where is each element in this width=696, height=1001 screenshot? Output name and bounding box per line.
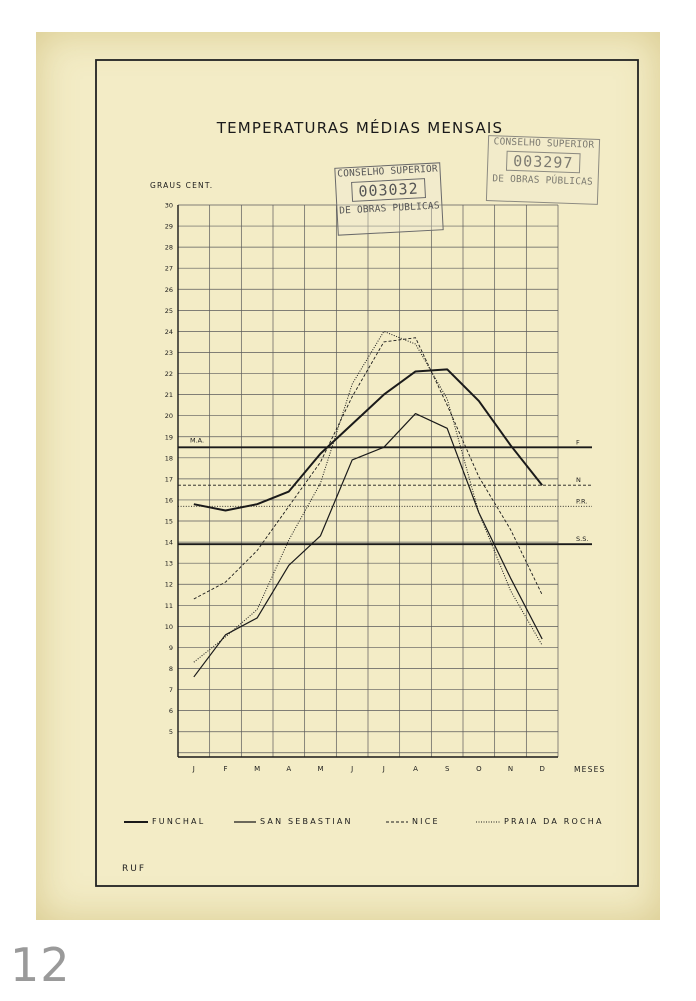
y-tick-label: 22 (164, 370, 173, 379)
x-tick-label: O (476, 765, 482, 773)
x-tick-label: M (317, 765, 324, 773)
x-axis-label: MESES (574, 765, 606, 774)
x-tick-label: J (382, 765, 385, 773)
stamp-number: 003297 (506, 151, 581, 174)
y-tick-label: 13 (164, 559, 173, 568)
legend-label: NICE (412, 817, 440, 826)
reference-label-right: N (576, 476, 581, 485)
footer-mark: RUF (122, 864, 147, 874)
page-number: 12 (10, 938, 71, 992)
y-tick-label: 26 (164, 285, 173, 294)
stamp-number: 003032 (351, 178, 426, 202)
y-tick-label: 7 (168, 686, 173, 695)
y-tick-label: 14 (164, 538, 173, 547)
y-tick-label: 11 (164, 601, 173, 610)
y-tick-label: 30 (164, 201, 173, 210)
y-tick-label: 19 (164, 433, 173, 442)
y-tick-label: 9 (168, 643, 173, 652)
stamp-conselho-superior (334, 162, 443, 235)
stamp-conselho-superior-2 (486, 135, 600, 205)
y-tick-label: 25 (164, 306, 173, 315)
y-tick-label: 28 (164, 243, 173, 252)
y-tick-label: 23 (164, 348, 173, 357)
reference-label-right: F (576, 438, 580, 447)
y-tick-label: 10 (164, 622, 173, 631)
legend-label: SAN SEBASTIAN (260, 817, 353, 826)
tick-labels (165, 202, 545, 774)
chart-title: TEMPERATURAS MÉDIAS MENSAIS (216, 119, 504, 137)
y-tick-label: 29 (164, 222, 173, 231)
x-tick-label: A (286, 765, 292, 773)
y-tick-label: 16 (164, 496, 173, 505)
y-tick-label: 27 (164, 264, 173, 273)
grid (178, 205, 558, 757)
y-tick-label: 5 (168, 728, 173, 737)
reference-label-right: P.R. (576, 497, 588, 506)
y-tick-label: 8 (168, 665, 173, 674)
stamp-subtitle: DE OBRAS PUBLICAS (338, 200, 441, 217)
legend-label: FUNCHAL (152, 817, 206, 826)
x-tick-label: D (539, 765, 545, 773)
y-tick-label: 6 (168, 707, 173, 716)
y-tick-label: 15 (164, 517, 173, 526)
y-axis-label: GRAUS CENT. (150, 181, 214, 190)
x-tick-label: S (444, 765, 450, 773)
reference-label-left: M.A. (190, 436, 205, 445)
x-tick-label: F (223, 765, 228, 773)
y-tick-label: 12 (164, 580, 173, 589)
y-tick-label: 17 (164, 475, 173, 484)
y-tick-label: 24 (164, 327, 173, 336)
legend-label: PRAIA DA ROCHA (504, 817, 604, 826)
y-tick-label: 20 (164, 412, 173, 421)
y-tick-label: 18 (164, 454, 173, 463)
legend (124, 817, 604, 826)
stamp-title: CONSELHO SUPERIOR (493, 136, 595, 151)
x-tick-label: N (507, 765, 514, 773)
x-tick-label: J (192, 765, 195, 773)
stamp-title: CONSELHO SUPERIOR (337, 163, 439, 180)
x-tick-label: A (413, 765, 418, 773)
x-tick-label: J (351, 765, 354, 773)
stamp-subtitle: DE OBRAS PÚBLICAS (492, 173, 594, 188)
reference-lines (178, 436, 592, 544)
y-tick-label: 21 (164, 391, 173, 400)
reference-label-right: S.S. (576, 535, 589, 544)
x-tick-label: M (254, 765, 261, 773)
